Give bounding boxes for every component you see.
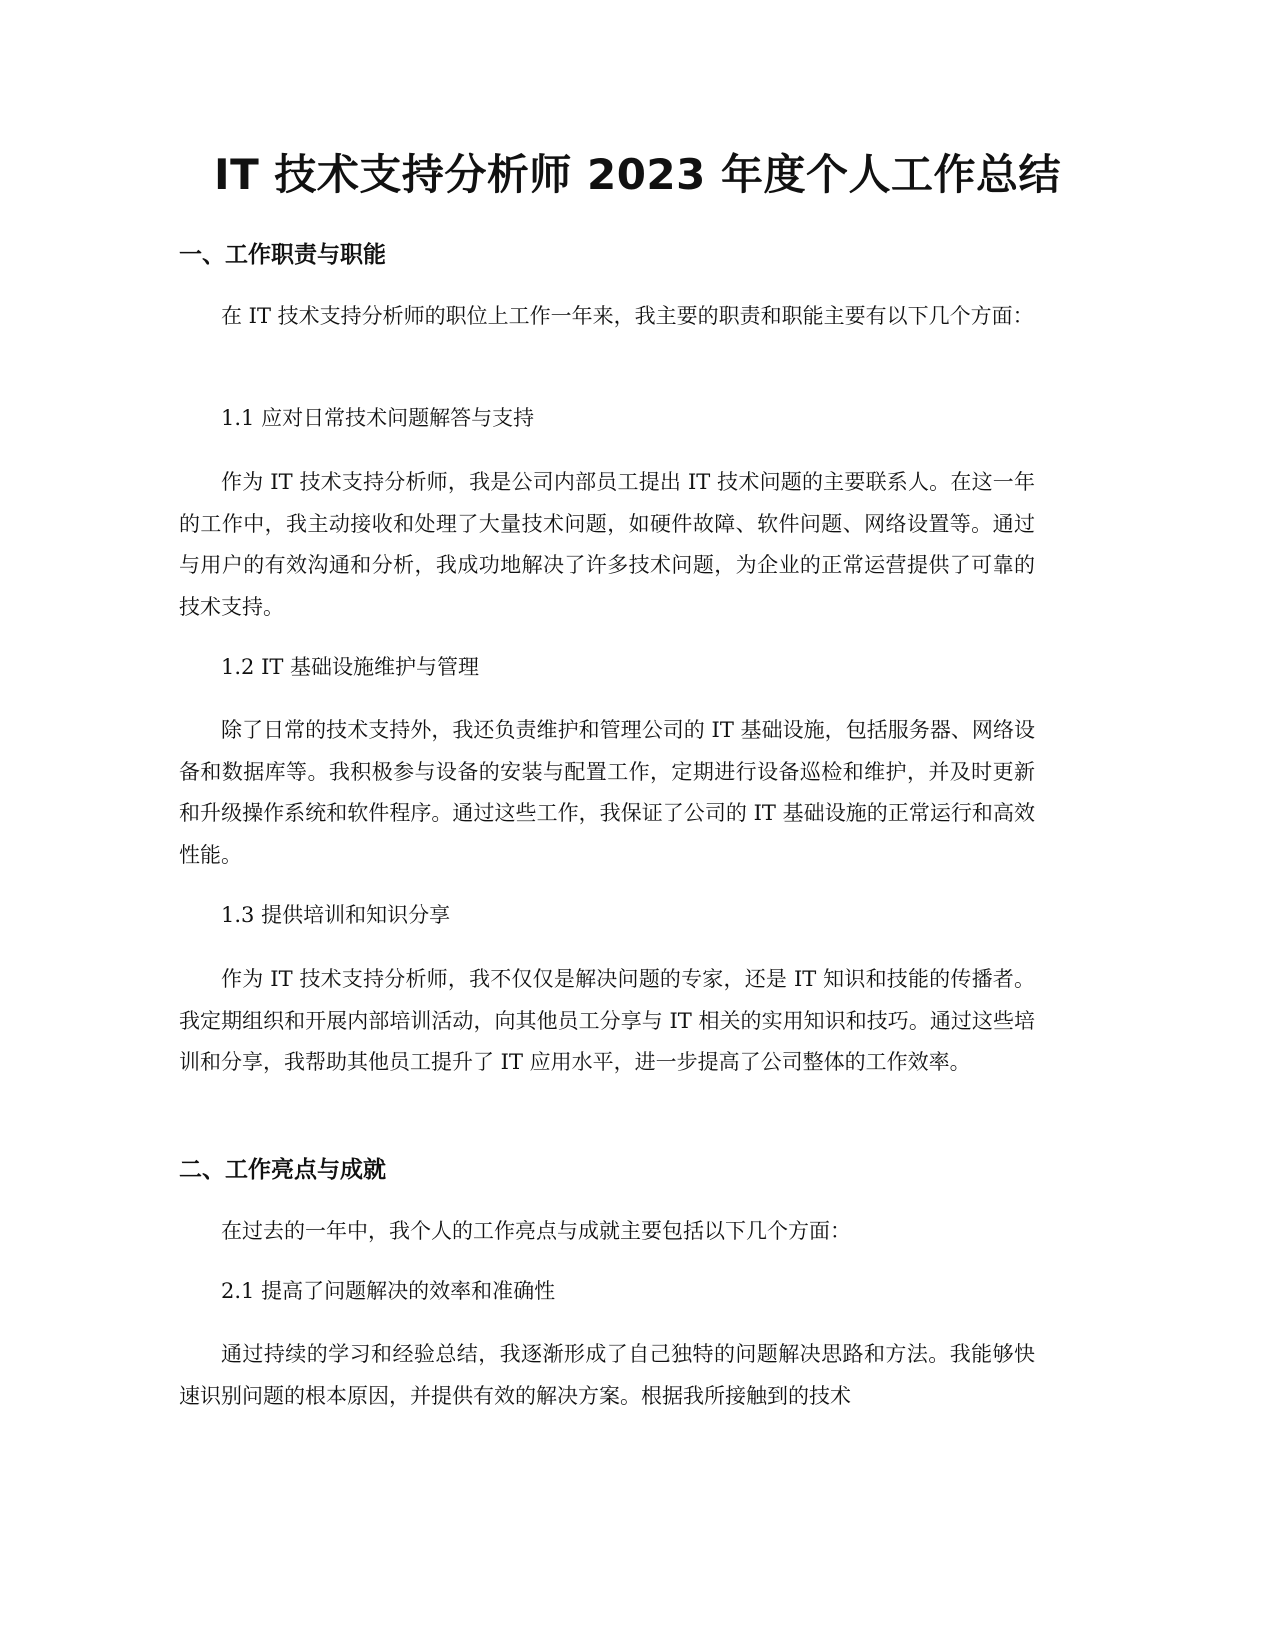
subsection-heading-1-3: 1.3 提供培训和知识分享 [221, 903, 451, 927]
document-title: IT 技术支持分析师 2023 年度个人工作总结 [213, 150, 1062, 199]
subsection-2-1-body: 通过持续的学习和经验总结，我逐渐形成了自己独特的问题解决思路和方法。我能够快速识别问题的根本原因，并提供有效的解决方案。根据我所接触到的技术 [179, 1342, 1035, 1408]
subsection-1-3-body: 作为 IT 技术支持分析师，我不仅仅是解决问题的专家，还是 IT 知识和技能的传播者。我定期组织和开展内部培训活动，向其他员工分享与 IT 相关的实用知识和技巧。通过这些培训和分享，我帮助其他员工提升了 IT 应用水平，进一步提高了公司整体的工作效率。 [179, 967, 1035, 1074]
subsection-heading-1-2: 1.2 IT 基础设施维护与管理 [221, 655, 480, 679]
section-heading-2: 二、工作亮点与成就 [179, 1157, 386, 1183]
section-2-intro: 在过去的一年中，我个人的工作亮点与成就主要包括以下几个方面： [221, 1219, 851, 1243]
subsection-heading-1-1: 1.1 应对日常技术问题解答与支持 [221, 406, 535, 430]
subsection-1-2-body: 除了日常的技术支持外，我还负责维护和管理公司的 IT 基础设施，包括服务器、网络设备和数据库等。我积极参与设备的安装与配置工作，定期进行设备巡检和维护，并及时更新和升级操作系统和软件程序。通过这些工作，我保证了公司的 IT 基础设施的正常运行和高效性能。 [179, 718, 1035, 867]
subsection-1-1-body: 作为 IT 技术支持分析师，我是公司内部员工提出 IT 技术问题的主要联系人。在这一年的工作中，我主动接收和处理了大量技术问题，如硬件故障、软件问题、网络设置等。通过与用户的有效沟通和分析，我成功地解决了许多技术问题，为企业的正常运营提供了可靠的技术支持。 [179, 470, 1035, 619]
section-1-intro: 在 IT 技术支持分析师的职位上工作一年来，我主要的职责和职能主要有以下几个方面： [221, 304, 1034, 328]
subsection-heading-2-1: 2.1 提高了问题解决的效率和准确性 [221, 1279, 556, 1303]
section-heading-1: 一、工作职责与职能 [179, 242, 386, 268]
